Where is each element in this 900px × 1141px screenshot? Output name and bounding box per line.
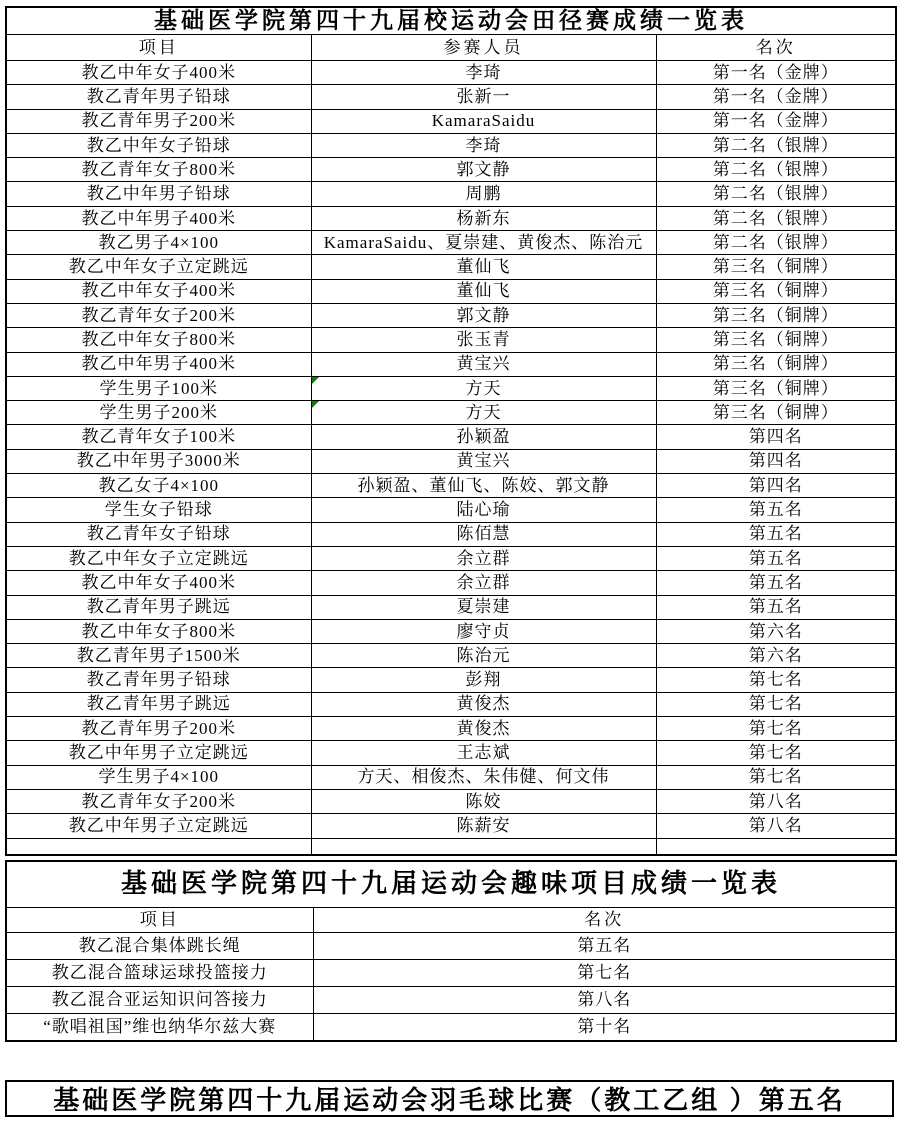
- rank-cell: 第五名: [656, 571, 896, 595]
- event-cell: 教乙青年女子200米: [6, 303, 311, 327]
- rank-cell: 第十名: [313, 1013, 896, 1041]
- participants-text: 彭翔: [465, 670, 502, 690]
- table-row: [6, 814, 896, 838]
- athletics-title-row: [6, 7, 896, 35]
- rank-cell: 第三名（铜牌）: [656, 279, 896, 303]
- rank-cell: 第三名（铜牌）: [656, 328, 896, 352]
- table-row: [6, 303, 896, 327]
- empty-cell: [311, 838, 656, 855]
- participants-cell: [311, 61, 656, 85]
- event-cell: 教乙青年男子跳远: [6, 692, 311, 716]
- table-row: [6, 546, 896, 570]
- fun-events-header-row: [6, 907, 896, 932]
- participants-cell: [311, 158, 656, 182]
- event-cell: 教乙青年女子800米: [6, 158, 311, 182]
- participants-cell: [311, 741, 656, 765]
- event-cell: 教乙青年男子200米: [6, 109, 311, 133]
- participants-text: 李琦: [465, 135, 502, 155]
- event-cell: 教乙混合亚运知识问答接力: [6, 986, 313, 1013]
- table-row: [6, 986, 896, 1013]
- event-cell: 教乙中年女子400米: [6, 279, 311, 303]
- table-row: [6, 619, 896, 643]
- participants-text: 黄宝兴: [456, 354, 511, 374]
- event-cell: 教乙中年男子铅球: [6, 182, 311, 206]
- rank-cell: 第三名（铜牌）: [656, 376, 896, 400]
- rank-cell: 第七名: [656, 692, 896, 716]
- table-row: [6, 401, 896, 425]
- participants-text: 李琦: [465, 62, 502, 82]
- rank-cell: 第五名: [656, 546, 896, 570]
- fun-events-table-title: 基础医学院第四十九届运动会趣味项目成绩一览表: [6, 861, 896, 908]
- event-cell: 学生男子4×100: [6, 765, 311, 789]
- rank-cell: 第八名: [656, 789, 896, 813]
- rank-cell: 第二名（银牌）: [656, 133, 896, 157]
- participants-cell: [311, 182, 656, 206]
- table-row: [6, 279, 896, 303]
- participants-cell: [311, 644, 656, 668]
- rank-cell: 第一名（金牌）: [656, 85, 896, 109]
- rank-cell: 第八名: [656, 814, 896, 838]
- cell-corner-marker-icon: [312, 377, 319, 384]
- rank-cell: 第四名: [656, 425, 896, 449]
- participants-cell: [311, 303, 656, 327]
- participants-text: 张新一: [456, 87, 511, 107]
- empty-row: [6, 838, 896, 855]
- rank-cell: 第四名: [656, 474, 896, 498]
- event-cell: 教乙中年女子立定跳远: [6, 255, 311, 279]
- participants-text: 张玉青: [456, 329, 511, 349]
- participants-text: KamaraSaidu、夏崇建、黄俊杰、陈治元: [323, 232, 644, 252]
- event-cell: 教乙中年女子800米: [6, 328, 311, 352]
- event-cell: 教乙青年女子100米: [6, 425, 311, 449]
- rank-cell: 第七名: [656, 765, 896, 789]
- table-row: [6, 595, 896, 619]
- rank-cell: 第一名（金牌）: [656, 109, 896, 133]
- athletics-table-title: 基础医学院第四十九届校运动会田径赛成绩一览表: [6, 7, 896, 35]
- table-row: [6, 85, 896, 109]
- rank-cell: 第二名（银牌）: [656, 206, 896, 230]
- participants-text: 陆心瑜: [456, 500, 511, 520]
- participants-cell: [311, 717, 656, 741]
- event-cell: 教乙中年女子立定跳远: [6, 546, 311, 570]
- participants-cell: [311, 328, 656, 352]
- event-cell: 教乙青年女子铅球: [6, 522, 311, 546]
- event-cell: 教乙青年男子铅球: [6, 85, 311, 109]
- column-header-participants: 参赛人员: [311, 35, 656, 61]
- participants-cell: [311, 789, 656, 813]
- participants-text: 董仙飞: [456, 257, 511, 277]
- table-row: [6, 158, 896, 182]
- rank-cell: 第七名: [656, 668, 896, 692]
- participants-cell: [311, 255, 656, 279]
- column-header-event: 项目: [6, 35, 311, 61]
- table-row: [6, 789, 896, 813]
- event-cell: 教乙混合集体跳长绳: [6, 932, 313, 959]
- participants-cell: [311, 376, 656, 400]
- participants-cell: [311, 449, 656, 473]
- table-row: [6, 255, 896, 279]
- table-row: [6, 133, 896, 157]
- table-row: [6, 522, 896, 546]
- participants-text: 郭文静: [456, 159, 511, 179]
- empty-cell: [6, 838, 311, 855]
- athletics-table-body: [6, 61, 896, 839]
- participants-cell: [311, 595, 656, 619]
- participants-cell: [311, 425, 656, 449]
- table-row: [6, 474, 896, 498]
- rank-cell: 第五名: [313, 932, 896, 959]
- table-row: [6, 61, 896, 85]
- rank-cell: 第三名（铜牌）: [656, 303, 896, 327]
- participants-cell: [311, 401, 656, 425]
- participants-cell: [311, 279, 656, 303]
- participants-text: 陈薪安: [456, 815, 511, 835]
- rank-cell: 第六名: [656, 619, 896, 643]
- badminton-result-text: 基础医学院第四十九届运动会羽毛球比赛（教工乙组 ）第五名: [53, 1085, 846, 1115]
- rank-cell: 第七名: [313, 959, 896, 986]
- event-cell: 教乙中年男子400米: [6, 352, 311, 376]
- athletics-results-table: [5, 6, 897, 856]
- participants-cell: [311, 765, 656, 789]
- athletics-header-row: [6, 35, 896, 61]
- table-row: [6, 182, 896, 206]
- participants-text: 廖守贞: [456, 621, 511, 641]
- rank-cell: 第五名: [656, 595, 896, 619]
- participants-text: 余立群: [456, 548, 511, 568]
- participants-text: 孙颖盈: [456, 427, 511, 447]
- table-row: [6, 328, 896, 352]
- participants-cell: [311, 546, 656, 570]
- participants-text: 董仙飞: [456, 281, 511, 301]
- event-cell: 教乙青年男子铅球: [6, 668, 311, 692]
- table-row: [6, 741, 896, 765]
- event-cell: “歌唱祖国”维也纳华尔兹大赛: [6, 1013, 313, 1041]
- participants-cell: [311, 571, 656, 595]
- event-cell: 教乙青年女子200米: [6, 789, 311, 813]
- participants-text: 黄俊杰: [456, 718, 511, 738]
- participants-cell: [311, 85, 656, 109]
- participants-text: 周鹏: [465, 184, 502, 204]
- column-header-event: 项目: [6, 907, 313, 932]
- rank-cell: 第六名: [656, 644, 896, 668]
- rank-cell: 第七名: [656, 741, 896, 765]
- rank-cell: 第三名（铜牌）: [656, 255, 896, 279]
- event-cell: 教乙青年男子1500米: [6, 644, 311, 668]
- table-row: [6, 571, 896, 595]
- event-cell: 教乙中年男子3000米: [6, 449, 311, 473]
- participants-text: 陈姣: [465, 791, 502, 811]
- table-row: [6, 425, 896, 449]
- participants-text: 方天、相俊杰、朱伟健、何文伟: [357, 767, 610, 787]
- participants-text: 方天: [465, 402, 502, 422]
- rank-cell: 第八名: [313, 986, 896, 1013]
- table-row: [6, 352, 896, 376]
- participants-text: 王志斌: [456, 743, 511, 763]
- table-row: [6, 959, 896, 986]
- event-cell: 学生男子100米: [6, 376, 311, 400]
- table-row: [6, 932, 896, 959]
- event-cell: 教乙青年男子200米: [6, 717, 311, 741]
- rank-cell: 第五名: [656, 498, 896, 522]
- event-cell: 教乙女子4×100: [6, 474, 311, 498]
- rank-cell: 第三名（铜牌）: [656, 352, 896, 376]
- participants-cell: [311, 522, 656, 546]
- rank-cell: 第四名: [656, 449, 896, 473]
- fun-events-title-row: [6, 861, 896, 908]
- event-cell: 教乙中年女子800米: [6, 619, 311, 643]
- participants-text: 陈佰慧: [456, 524, 511, 544]
- participants-cell: [311, 206, 656, 230]
- table-row: [6, 717, 896, 741]
- event-cell: 学生男子200米: [6, 401, 311, 425]
- participants-cell: [311, 692, 656, 716]
- table-row: [6, 206, 896, 230]
- participants-text: 黄俊杰: [456, 694, 511, 714]
- table-row: [6, 644, 896, 668]
- participants-cell: [311, 814, 656, 838]
- participants-cell: [311, 474, 656, 498]
- table-row: [6, 1013, 896, 1041]
- rank-cell: 第三名（铜牌）: [656, 401, 896, 425]
- participants-text: 黄宝兴: [456, 451, 511, 471]
- event-cell: 教乙中年男子400米: [6, 206, 311, 230]
- table-row: [6, 231, 896, 255]
- event-cell: 教乙中年女子铅球: [6, 133, 311, 157]
- participants-text: 郭文静: [456, 305, 511, 325]
- participants-cell: [311, 668, 656, 692]
- rank-cell: 第一名（金牌）: [656, 61, 896, 85]
- participants-cell: [311, 619, 656, 643]
- event-cell: 教乙男子4×100: [6, 231, 311, 255]
- empty-cell: [656, 838, 896, 855]
- column-header-rank: 名次: [656, 35, 896, 61]
- cell-corner-marker-icon: [312, 401, 319, 408]
- table-row: [6, 376, 896, 400]
- table-row: [6, 765, 896, 789]
- badminton-result-banner: [5, 1080, 894, 1117]
- event-cell: 教乙中年男子立定跳远: [6, 814, 311, 838]
- table-row: [6, 109, 896, 133]
- participants-cell: [311, 231, 656, 255]
- participants-text: 孙颖盈、董仙飞、陈姣、郭文静: [357, 475, 610, 495]
- participants-text: 陈治元: [456, 645, 511, 665]
- event-cell: 教乙中年女子400米: [6, 571, 311, 595]
- participants-text: 杨新东: [456, 208, 511, 228]
- event-cell: 学生女子铅球: [6, 498, 311, 522]
- participants-text: 夏崇建: [456, 597, 511, 617]
- rank-cell: 第二名（银牌）: [656, 182, 896, 206]
- rank-cell: 第二名（银牌）: [656, 231, 896, 255]
- participants-cell: [311, 498, 656, 522]
- participants-cell: [311, 352, 656, 376]
- participants-cell: [311, 133, 656, 157]
- participants-text: 方天: [465, 378, 502, 398]
- table-row: [6, 692, 896, 716]
- column-header-rank: 名次: [313, 907, 896, 932]
- rank-cell: 第五名: [656, 522, 896, 546]
- event-cell: 教乙青年男子跳远: [6, 595, 311, 619]
- event-cell: 教乙混合篮球运球投篮接力: [6, 959, 313, 986]
- event-cell: 教乙中年女子400米: [6, 61, 311, 85]
- table-row: [6, 668, 896, 692]
- participants-cell: [311, 109, 656, 133]
- fun-events-table-body: [6, 932, 896, 1041]
- table-row: [6, 449, 896, 473]
- event-cell: 教乙中年男子立定跳远: [6, 741, 311, 765]
- fun-events-table: [5, 860, 897, 1042]
- table-row: [6, 498, 896, 522]
- rank-cell: 第七名: [656, 717, 896, 741]
- participants-text: KamaraSaidu: [431, 111, 536, 131]
- participants-text: 余立群: [456, 572, 511, 592]
- rank-cell: 第二名（银牌）: [656, 158, 896, 182]
